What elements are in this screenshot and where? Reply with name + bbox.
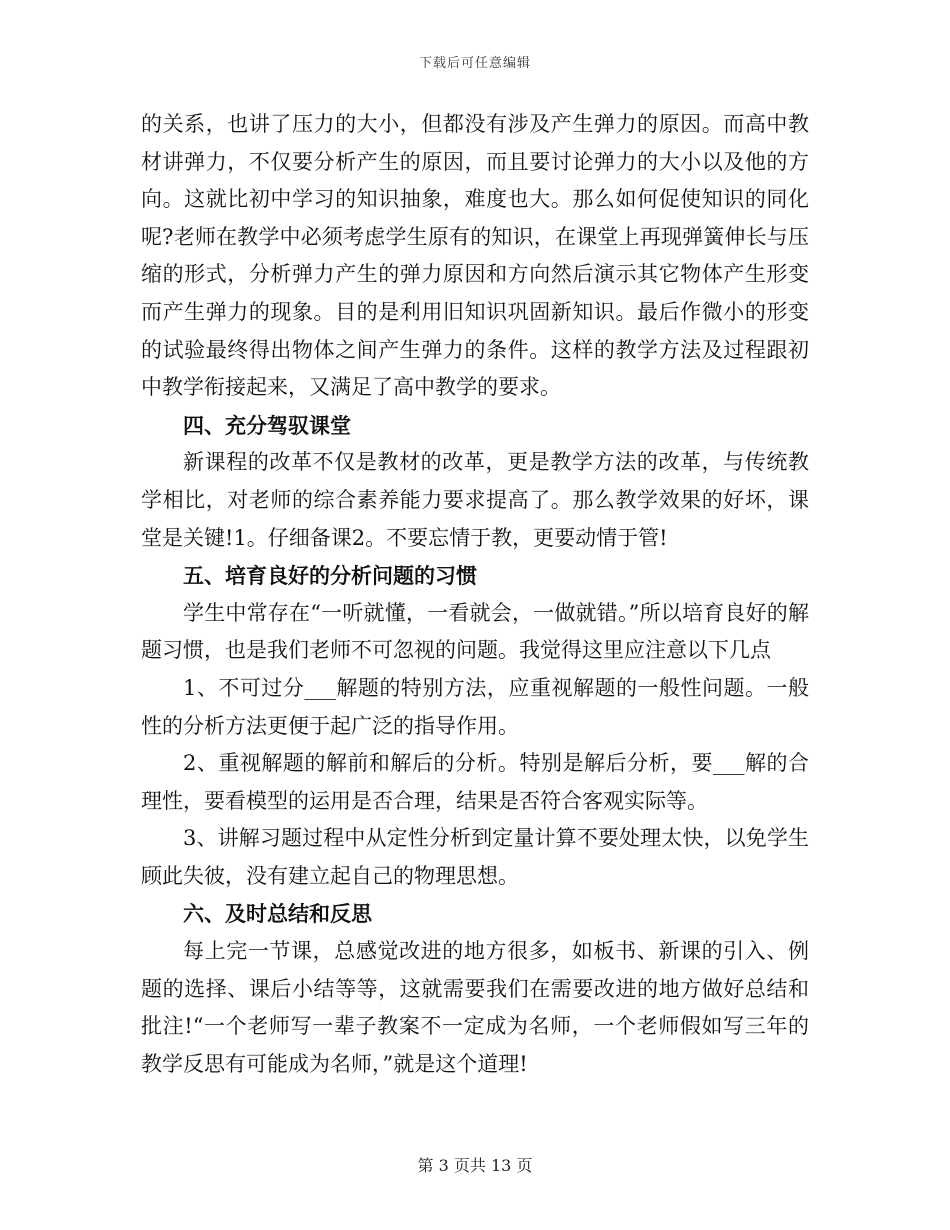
page-number-footer: 第 3 页共 13 页	[417, 1156, 533, 1175]
paragraph-continuation: 的关系，也讲了压力的大小，但都没有涉及产生弹力的原因。而高中教材讲弹力，不仅要分析产生的原因，而且要讨论弹力的大小以及他的方向。这就比初中学习的知识抽象，难度也大。那么如何促使知识的同化呢?老师在教学中必须考虑学生原有的知识，在课堂上再现弹簧伸长与压缩的形式，分析弹力产生的弹力原因和方向然后演示其它物体产生形变而产生弹力的现象。目的是利用旧知识巩固新知识。最后作微小的形变的试验最终得出物体之间产生弹力的条件。这样的教学方法及过程跟初中教学衔接起来，又满足了高中教学的要求。	[141, 112, 809, 400]
section-heading-6: 六、及时总结和反思	[183, 901, 372, 927]
section-heading-5: 五、培育良好的分析问题的习惯	[183, 563, 477, 589]
document-body	[141, 106, 809, 1083]
list-item-3: 3、讲解习题过程中从定性分析到定量计算不要处理太快，以免学生顾此失彼，没有建立起自己的物理思想。	[141, 826, 809, 888]
list-item-2: 2、重视解题的解前和解后的分析。特别是解后分析，要___解的合理性，要看模型的运用是否合理，结果是否符合客观实际等。	[141, 751, 809, 813]
page-header: 下载后可任意编辑	[418, 56, 531, 71]
list-item-1: 1、不可过分___解题的特别方法，应重视解题的一般性问题。一般性的分析方法更便于起广泛的指导作用。	[141, 675, 809, 738]
paragraph-section-5: 学生中常存在“一听就懂，一看就会，一做就错。”所以培育良好的解题习惯，也是我们老师不可忽视的问题。我觉得这里应注意以下几点	[141, 600, 809, 663]
paragraph-section-6: 每上完一节课，总感觉改进的地方很多，如板书、新课的引入、例题的选择、课后小结等等，这就需要我们在需要改进的地方做好总结和批注!“一个老师写一辈子教案不一定成为名师，一个老师假如写三年的教学反思有可能成为名师，”就是这个道理!	[141, 939, 809, 1076]
paragraph-section-4: 新课程的改革不仅是教材的改革，更是教学方法的改革，与传统教学相比，对老师的综合素养能力要求提高了。那么教学效果的好坏，课堂是关键!1。仔细备课2。不要忘情于教，更要动情于管!	[141, 450, 809, 550]
section-heading-4: 四、充分驾驭课堂	[183, 412, 351, 438]
